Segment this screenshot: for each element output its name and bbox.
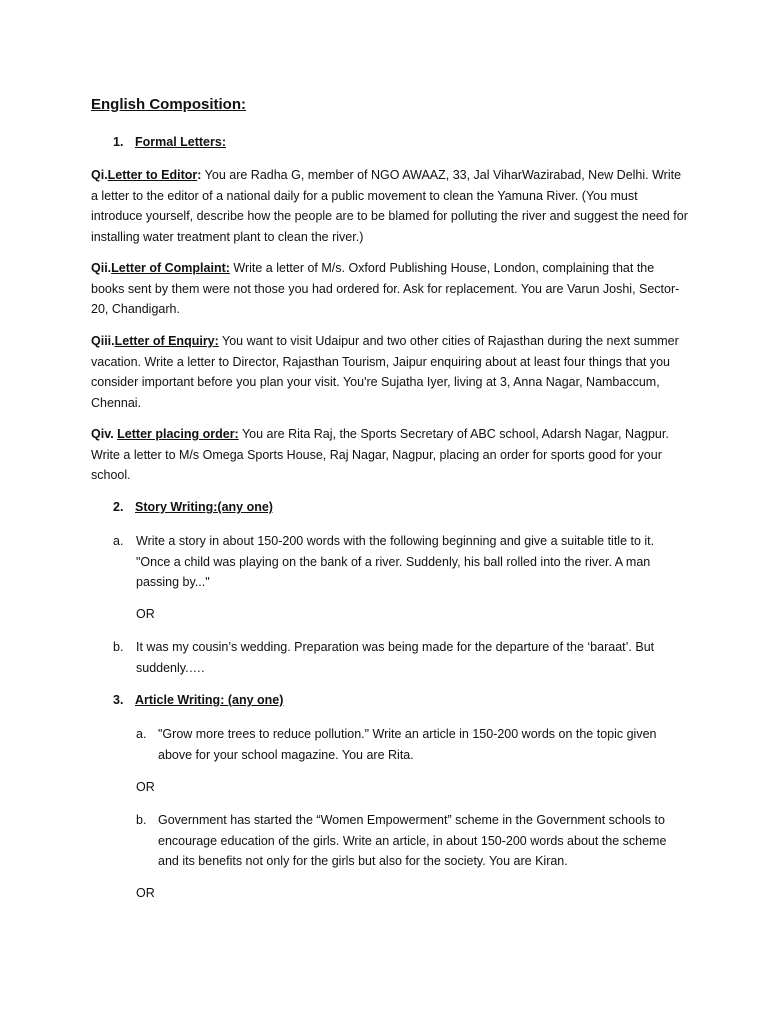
section-title: Formal Letters: — [135, 135, 226, 149]
or-separator: OR — [136, 607, 155, 621]
list-item-text: Government has started the “Women Empowerment” scheme in the Government schools to encourage education of the girls. Write an article, in about 150-200 words about the scheme and its benefits not only for the girls but also for the society. You are Kiran. — [158, 813, 667, 868]
question-letter-of-enquiry — [91, 331, 691, 413]
section-heading-formal-letters — [113, 132, 226, 153]
or-separator: OR — [136, 780, 155, 794]
question-letter-placing-order — [91, 424, 691, 486]
list-marker: b. — [136, 813, 147, 827]
section-number: 3. — [113, 693, 124, 707]
or-separator: OR — [136, 886, 155, 900]
question-prefix: Qiii. — [91, 334, 115, 348]
question-prefix: Qii. — [91, 261, 112, 275]
list-marker: b. — [113, 640, 124, 654]
section-number: 1. — [113, 135, 124, 149]
list-item-text: "Grow more trees to reduce pollution." Write an article in 150-200 words on the topic given above for your school magazine. You are Rita. — [158, 727, 657, 762]
section-title: Story Writing:(any one) — [135, 500, 273, 514]
question-text: You want to visit Udaipur and two other cities of Rajasthan during the next summer vacation. Write a letter to Director, Rajasthan Tourism, Jaipur enquiring about at least four things that you consider important before you plan your visit. You're Sujatha Iyer, living at 3, Anna Nagar, Nambaccum, Chennai. — [91, 334, 679, 410]
list-item-text: It was my cousin’s wedding. Preparation was being made for the departure of the ‘baraat’. But suddenly.…. — [136, 640, 655, 675]
section-title: Article Writing: (any one) — [135, 693, 284, 707]
question-letter-of-complaint — [91, 258, 691, 320]
question-text: You are Rita Raj, the Sports Secretary of ABC school, Adarsh Nagar, Nagpur. Write a letter to M/s Omega Sports House, Raj Nagar, Nagpur, placing an order for sports good for your school. — [91, 427, 669, 482]
section-number: 2. — [113, 500, 124, 514]
section-heading-story-writing — [113, 497, 273, 518]
question-label: Letter of Enquiry: — [114, 334, 219, 348]
question-text: You are Radha G, member of NGO AWAAZ, 33, Jal ViharWazirabad, New Delhi. Write a letter to the editor of a national daily for a public movement to clean the Yamuna River. (You must introduce yourself, describe how the people are to be blamed for polluting the river and suggest the need for installing water treatment plant to clean the river.) — [91, 168, 688, 244]
list-item-text: Write a story in about 150-200 words with the following beginning and give a suitable title to it. "Once a child was playing on the bank of a river. Suddenly, his ball rolled into the river. A man passing by..." — [136, 534, 655, 589]
list-marker: a. — [113, 534, 124, 548]
question-prefix: Qi. — [91, 168, 108, 182]
page-title: English Composition: — [91, 96, 246, 113]
list-marker: a. — [136, 727, 147, 741]
question-text: Write a letter of M/s. Oxford Publishing House, London, complaining that the books sent by them were not those you had ordered for. Ask for replacement. You are Varun Joshi, Sector-20, Chandigarh. — [91, 261, 680, 316]
question-label-colon: : — [197, 168, 202, 182]
question-label: Letter of Complaint: — [111, 261, 230, 275]
question-label: Letter to Editor — [107, 168, 198, 182]
question-label: Letter placing order: — [117, 427, 239, 441]
section-heading-article-writing — [113, 690, 283, 711]
question-letter-to-editor — [91, 165, 691, 247]
question-prefix: Qiv. — [91, 427, 118, 441]
